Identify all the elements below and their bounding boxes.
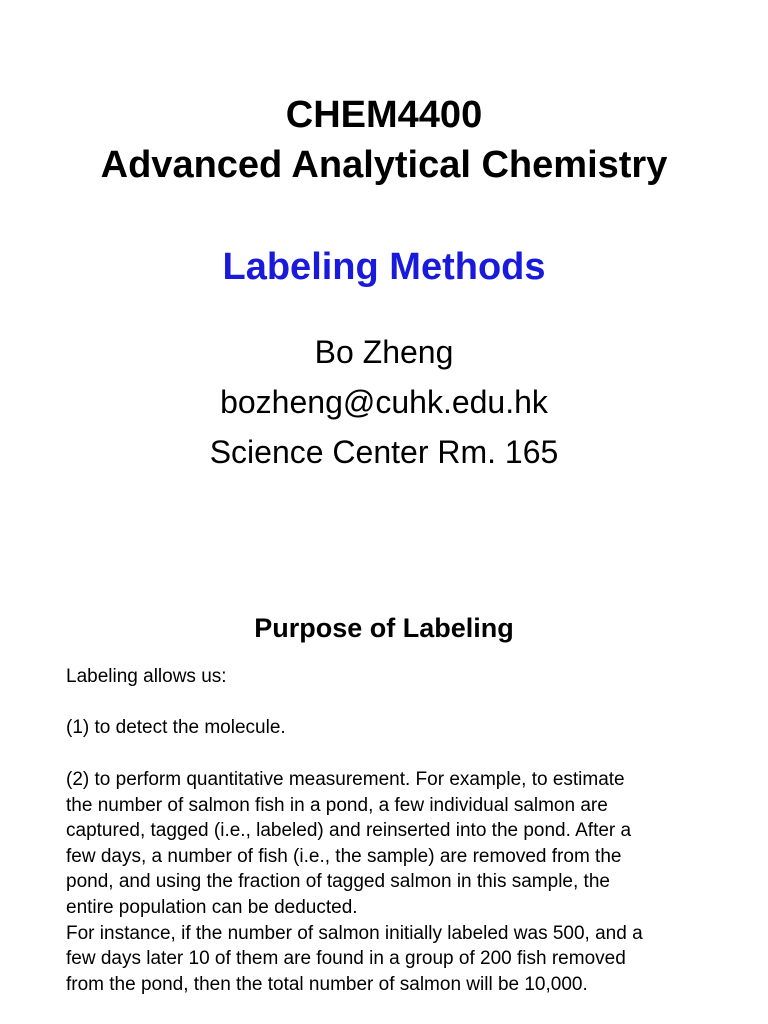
point-2-paragraph [66,767,746,997]
paragraph-line: entire population can be deducted. [66,896,358,918]
paragraph-line: captured, tagged (i.e., labeled) and reinserted into the pond. After a [66,820,632,842]
paragraph-line: For instance, if the number of salmon initially labeled was 500, and a [66,922,643,944]
author-name: Bo Zheng [314,334,454,370]
author-email: bozheng@cuhk.edu.hk [220,384,548,420]
lecture-title: Labeling Methods [222,246,546,288]
paragraph-line: few days later 10 of them are found in a group of 200 fish removed [66,948,626,970]
author-office: Science Center Rm. 165 [209,434,559,470]
paragraph-line: few days, a number of fish (i.e., the sample) are removed from the [66,845,622,867]
course-title: Advanced Analytical Chemistry [100,144,668,186]
point-1-text: (1) to detect the molecule. [66,717,286,738]
paragraph-line: pond, and using the fraction of tagged salmon in this sample, the [66,871,610,893]
section-heading: Purpose of Labeling [254,613,514,643]
paragraph-line: the number of salmon fish in a pond, a few individual salmon are [66,794,608,816]
intro-text: Labeling allows us: [66,666,227,687]
paragraph-line: from the pond, then the total number of salmon will be 10,000. [66,973,588,995]
course-code: CHEM4400 [285,94,483,136]
paragraph-line: (2) to perform quantitative measurement. For example, to estimate [66,769,625,790]
